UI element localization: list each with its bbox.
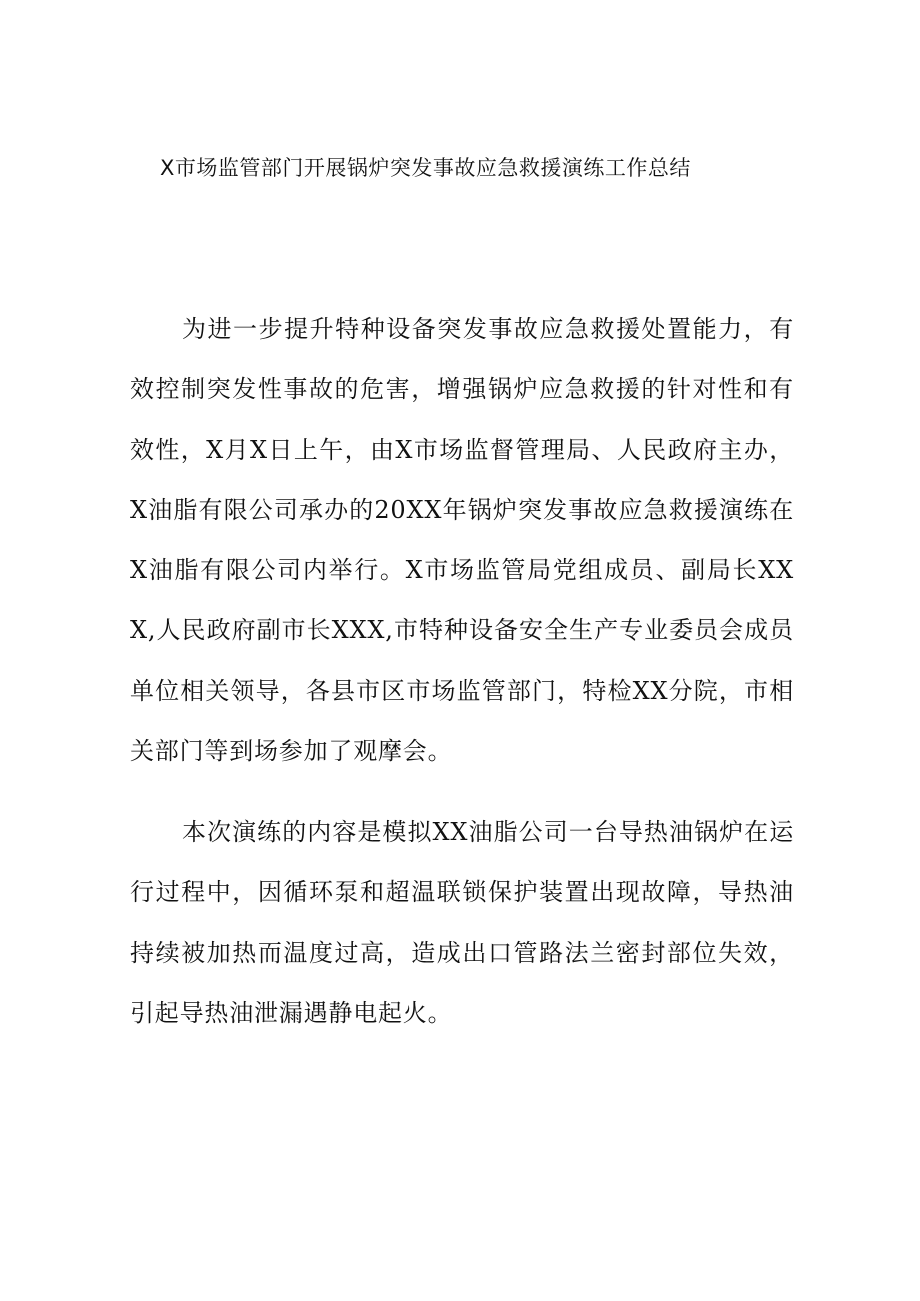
document-title: X市场监管部门开展锅炉突发事故应急救援演练工作总结 bbox=[160, 156, 691, 180]
paragraph-2: 本次演练的内容是模拟XX油脂公司一台导热油锅炉在运行过程中，因循环泵和超温联锁保护装置出现故障，导热油持续被加热而温度过高，造成出口管路法兰密封部位失效，引起导热油泄漏遇静电起火。 bbox=[130, 818, 794, 1027]
paragraph-1: 为进一步提升特种设备突发事故应急救援处置能力，有效控制突发性事故的危害，增强锅炉应急救援的针对性和有效性，X月X日上午，由X市场监督管理局、人民政府主办，X油脂有限公司承办的20XX年锅炉突发事故应急救援演练在X油脂有限公司内举行。X市场监管局党组成员、副局长XXX,人民政府副市长XXX,市特种设备安全生产专业委员会成员单位相关领导，各县市区市场监管部门，特检XX分院，市相关部门等到场参加了观摩会。 bbox=[130, 315, 794, 766]
